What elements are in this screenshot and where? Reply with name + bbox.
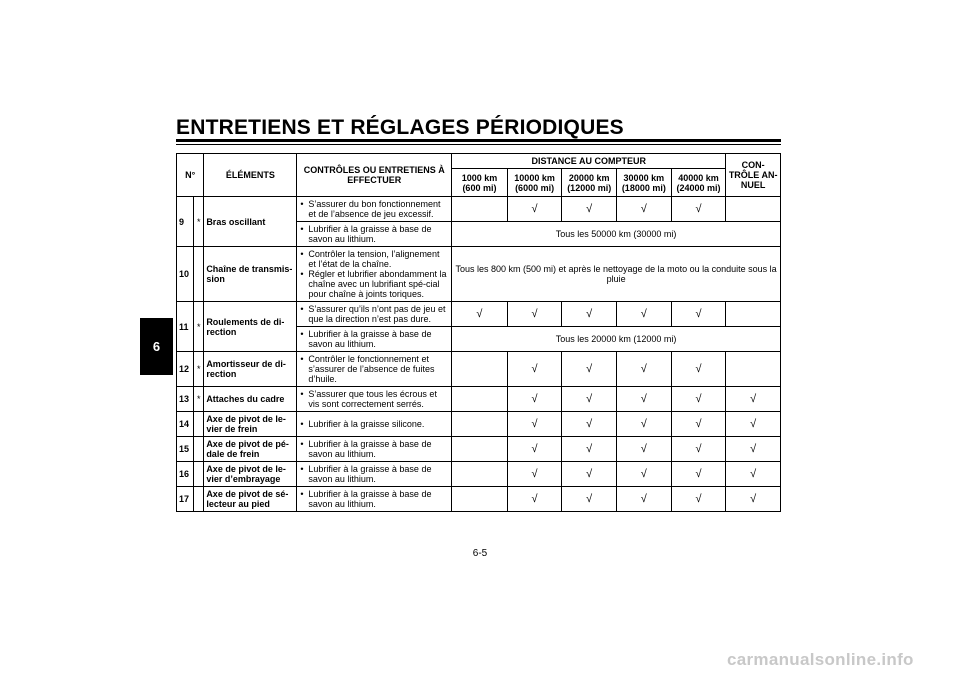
header-km-4: 30000 km (18000 mi)	[617, 169, 672, 197]
check-cell: √	[726, 462, 781, 487]
check-cell: √	[507, 437, 562, 462]
check-cell: √	[617, 412, 672, 437]
row-star	[194, 462, 204, 487]
row-interval: Tous les 50000 km (30000 mi)	[452, 222, 781, 247]
header-km-3: 20000 km (12000 mi)	[562, 169, 617, 197]
header-annual: CON-TRÔLE AN-NUEL	[726, 154, 781, 197]
watermark: carmanualsonline.info	[727, 650, 914, 669]
row-number: 9	[177, 197, 194, 247]
table-row	[177, 247, 781, 302]
row-star	[194, 437, 204, 462]
row-number: 12	[177, 352, 194, 387]
row-star	[194, 247, 204, 302]
row-item: Roulements de di-rection	[204, 302, 297, 352]
header-elements: ÉLÉMENTS	[204, 154, 297, 197]
row-star: *	[194, 387, 204, 412]
check-cell: √	[507, 462, 562, 487]
check-cell: √	[617, 437, 672, 462]
table-row	[177, 352, 781, 387]
title-rule-thin	[176, 144, 781, 145]
header-controls: CONTRÔLES OU ENTRETIENS À EFFECTUER	[297, 154, 452, 197]
check-cell: √	[507, 412, 562, 437]
check-cell: √	[726, 487, 781, 512]
table-row	[177, 387, 781, 412]
check-cell: √	[671, 352, 726, 387]
check-cell: √	[562, 352, 617, 387]
row-item: Axe de pivot de le-vier d’embrayage	[204, 462, 297, 487]
header-row	[177, 154, 781, 169]
check-cell: √	[507, 302, 562, 327]
check-cell: √	[562, 302, 617, 327]
row-star: *	[194, 352, 204, 387]
check-cell: √	[671, 437, 726, 462]
check-cell	[726, 302, 781, 327]
check-cell	[452, 197, 508, 222]
table-row	[177, 197, 781, 222]
check-cell: √	[562, 412, 617, 437]
check-cell: √	[671, 197, 726, 222]
check-cell	[452, 462, 508, 487]
check-cell: √	[507, 387, 562, 412]
check-cell: √	[452, 302, 508, 327]
header-number: N°	[177, 154, 204, 197]
check-cell: √	[507, 352, 562, 387]
row-item: Amortisseur de di-rection	[204, 352, 297, 387]
check-cell: √	[562, 487, 617, 512]
page-number: 6-5	[472, 548, 488, 559]
check-cell: √	[671, 302, 726, 327]
page-title: ENTRETIENS ET RÉGLAGES PÉRIODIQUES	[176, 116, 624, 139]
row-control: • Lubrifier à la graisse silicone.	[297, 412, 452, 437]
check-cell: √	[507, 197, 562, 222]
check-cell: √	[507, 487, 562, 512]
check-cell: √	[671, 487, 726, 512]
table-row	[177, 437, 781, 462]
check-cell: √	[617, 462, 672, 487]
row-number: 10	[177, 247, 194, 302]
check-cell: √	[671, 462, 726, 487]
row-control: • Contrôler le fonctionnement et s’assurer de l’absence de fuites d’huile.	[297, 352, 452, 387]
check-cell	[726, 197, 781, 222]
check-cell	[452, 412, 508, 437]
check-cell	[452, 437, 508, 462]
check-cell: √	[726, 387, 781, 412]
check-cell: √	[671, 412, 726, 437]
check-cell: √	[562, 462, 617, 487]
row-number: 11	[177, 302, 194, 352]
row-number: 16	[177, 462, 194, 487]
row-number: 17	[177, 487, 194, 512]
check-cell: √	[726, 412, 781, 437]
row-star	[194, 487, 204, 512]
row-control: • Lubrifier à la graisse à base de savon au lithium.	[297, 487, 452, 512]
maintenance-table	[176, 153, 781, 512]
check-cell: √	[671, 387, 726, 412]
header-km-5: 40000 km (24000 mi)	[671, 169, 726, 197]
chapter-tab	[140, 318, 173, 375]
header-km-1: 1000 km (600 mi)	[452, 169, 508, 197]
row-number: 13	[177, 387, 194, 412]
title-rule-thick	[176, 139, 781, 142]
row-control: • Contrôler la tension, l’alignement et l’état de la chaîne. • Régler et lubrifier abondamment la chaîne avec un lubrifiant spé-cial pour chaîne à joints toriques.	[297, 247, 452, 302]
row-item: Bras oscillant	[204, 197, 297, 247]
row-control: • S’assurer qu’ils n’ont pas de jeu et que la direction n’est pas dure.	[297, 302, 452, 327]
row-control: • S’assurer que tous les écrous et vis sont correctement serrés.	[297, 387, 452, 412]
check-cell	[726, 352, 781, 387]
check-cell	[452, 387, 508, 412]
row-star	[194, 412, 204, 437]
row-item: Axe de pivot de le-vier de frein	[204, 412, 297, 437]
table-row	[177, 302, 781, 327]
row-control: • Lubrifier à la graisse à base de savon au lithium.	[297, 222, 452, 247]
check-cell: √	[617, 487, 672, 512]
check-cell: √	[617, 352, 672, 387]
row-item: Axe de pivot de pé-dale de frein	[204, 437, 297, 462]
table-row	[177, 412, 781, 437]
table-row	[177, 462, 781, 487]
check-cell: √	[617, 387, 672, 412]
check-cell: √	[617, 197, 672, 222]
check-cell: √	[562, 197, 617, 222]
row-interval: Tous les 20000 km (12000 mi)	[452, 327, 781, 352]
row-number: 14	[177, 412, 194, 437]
header-km-2: 10000 km (6000 mi)	[507, 169, 562, 197]
check-cell: √	[562, 437, 617, 462]
row-item: Chaîne de transmis-sion	[204, 247, 297, 302]
row-number: 15	[177, 437, 194, 462]
table-row	[177, 487, 781, 512]
check-cell	[452, 352, 508, 387]
row-control: • Lubrifier à la graisse à base de savon au lithium.	[297, 462, 452, 487]
row-control: • Lubrifier à la graisse à base de savon au lithium.	[297, 437, 452, 462]
check-cell: √	[562, 387, 617, 412]
check-cell	[452, 487, 508, 512]
chapter-tab-label: 6	[152, 339, 161, 354]
row-item: Axe de pivot de sé-lecteur au pied	[204, 487, 297, 512]
row-control: • S’assurer du bon fonctionnement et de l’absence de jeu excessif.	[297, 197, 452, 222]
check-cell: √	[726, 437, 781, 462]
check-cell: √	[617, 302, 672, 327]
row-star: *	[194, 197, 204, 247]
row-interval: Tous les 800 km (500 mi) et après le nettoyage de la moto ou la conduite sous la pluie	[452, 247, 781, 302]
row-star: *	[194, 302, 204, 352]
header-distance: DISTANCE AU COMPTEUR	[452, 154, 726, 169]
row-item: Attaches du cadre	[204, 387, 297, 412]
row-control: • Lubrifier à la graisse à base de savon au lithium.	[297, 327, 452, 352]
